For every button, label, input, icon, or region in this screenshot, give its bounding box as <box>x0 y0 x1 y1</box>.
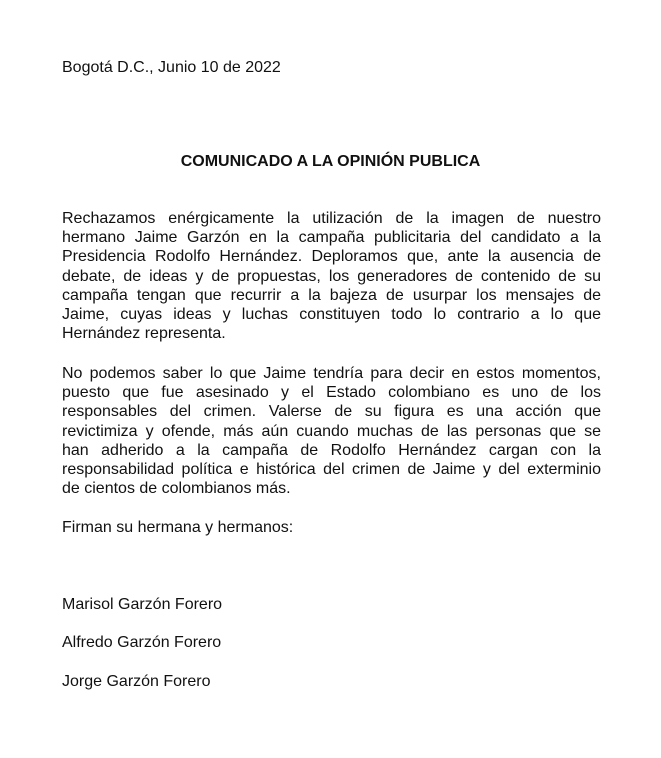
signatory-name: Jorge Garzón Forero <box>62 673 211 690</box>
paragraph-1 <box>62 209 601 343</box>
signoff-text: Firman su hermana y hermanos: <box>62 519 294 536</box>
paragraph-line: campaña tengan que recurrir a la bajeza de usurpar los mensajes de <box>62 286 601 304</box>
paragraph-line: de cientos de colombianos más. <box>62 480 291 498</box>
signatory-name: Marisol Garzón Forero <box>62 596 223 613</box>
paragraph-line: responsabilidad política e histórica del crimen de Jaime y del exterminio <box>62 460 601 478</box>
paragraph-2 <box>62 364 601 498</box>
letter-date: Bogotá D.C., Junio 10 de 2022 <box>62 59 281 76</box>
letter-title: COMUNICADO A LA OPINIÓN PUBLICA <box>180 153 481 170</box>
paragraph-line: debate, de ideas y de propuestas, los generadores de contenido de su <box>62 267 601 285</box>
paragraph-line: No podemos saber lo que Jaime tendría para decir en estos momentos, <box>62 365 601 382</box>
paragraph-line: revictimiza y ofende, más aún cuando muchas de las personas que se <box>62 422 601 440</box>
paragraph-line: Jaime, cuyas ideas y luchas constituyen todo lo contrario a lo que <box>62 305 601 323</box>
paragraph-line: han adherido a la campaña de Rodolfo Hernández cargan con la <box>62 441 601 459</box>
paragraph-line: responsables del crimen. Valerse de su figura es una acción que <box>62 403 601 421</box>
paragraph-line: Presidencia Rodolfo Hernández. Deploramos que, ante la ausencia de <box>62 248 601 266</box>
signatory-name: Alfredo Garzón Forero <box>62 634 222 651</box>
paragraph-line: Hernández representa. <box>62 325 226 343</box>
paragraph-line: puesto que fue asesinado y el Estado colombiano es uno de los <box>62 384 601 402</box>
paragraph-line: hermano Jaime Garzón en la campaña publicitaria del candidato a la <box>62 229 601 247</box>
paragraph-line: Rechazamos enérgicamente la utilización de la imagen de nuestro <box>62 210 601 227</box>
